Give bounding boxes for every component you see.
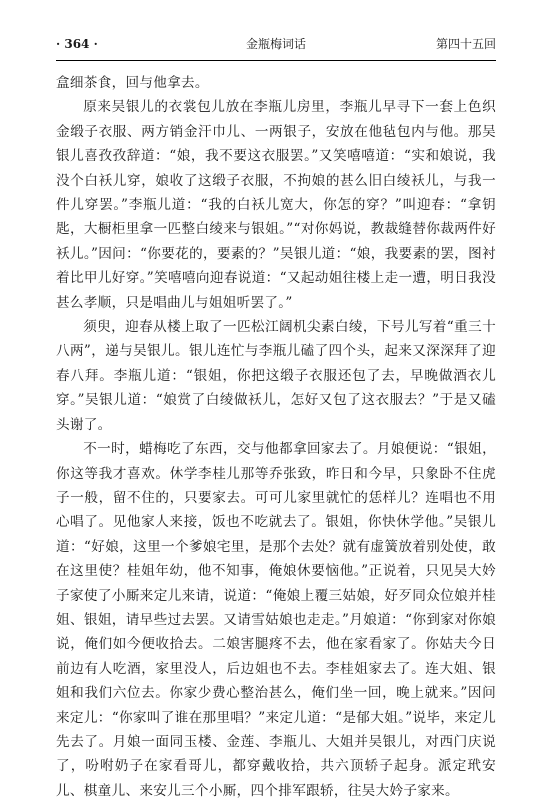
paragraph: 原来吴银儿的衣裳包儿放在李瓶儿房里，李瓶儿早寻下一套上色织金缎子衣服、两方销金汗巾儿、一两银子，安放在他毡包内与他。那吴银儿喜孜孜辞道：“娘，我不要这衣服罢。”又笑嘻嘻道：“实和娘说，我没个白袄儿穿，娘收了这缎子衣服，不拘娘的甚么旧白绫袄儿，与我一件儿穿罢。”李瓶儿道：“我的白袄儿宽大，你怎的穿？”叫迎春：“拿钥匙，大橱柜里拿一匹整白绫来与银姐。”“对你妈说，教裁缝替你裁两件好袄儿。”因问：“你要花的，要素的？”吴银儿道：“娘，我要素的罢，图衬着比甲儿好穿。”笑嘻嘻向迎春说道：“又起动姐往楼上走一遭，明日我没甚么孝顺，只是唱曲儿与姐姐听罢了。” [56, 99, 496, 311]
paragraph: 盒细茶食，回与他拿去。 [56, 75, 209, 91]
paragraph: 不一时，蜡梅吃了东西，交与他都拿回家去了。月娘便说：“银姐，你这等我才喜欢。休学李桂儿那等乔张致，昨日和今早，只象卧不住虎子一般，留不住的，只要家去。可可儿家里就忙的恁样儿？连唱也不用心唱了。见他家人来接，饭也不吃就去了。银姐，你快休学他。”吴银儿道：“好娘，这里一个爹娘宅里，是那个去处？就有虚簧放着别处使，敢在这里使？桂姐年幼，他不知事，俺娘休要恼他。”正说着，只见吴大妗子家使了小厮来定儿来请，说道：“俺娘上覆三姑娘，好歹同众位娘并桂姐、银姐，请早些过去罢。又请雪姑娘也走走。”月娘道：“你到家对你娘说，俺们如今便收拾去。二娘害腿疼不去，他在家看家了。你姑夫今日前边有人吃酒，家里没人，后边姐也不去。李桂姐家去了。连大姐、银姐和我们六位去。你家少费心整治甚么，俺们坐一回，晚上就来。”因问来定儿：“你家叫了谁在那里唱？”来定儿道：“是郁大姐。”说毕，来定儿先去了。月娘一面同玉楼、金莲、李瓶儿、大姐并吴银儿，对西门庆说了，吩咐奶子在家看哥儿，都穿戴收拾，共六顶轿子起身。派定玳安儿、棋童儿、来安儿三个小厮，四个排军跟轿，往吴大妗子家来。 [56, 441, 496, 799]
running-header [56, 34, 496, 54]
book-page [56, 34, 496, 799]
body-text [56, 71, 496, 803]
book-title: 金瓶梅词话 [245, 37, 306, 51]
paragraph: 须臾，迎春从楼上取了一匹松江阔机尖素白绫，下号儿写着“重三十八两”，递与吴银儿。银儿连忙与李瓶儿磕了四个头，起来又深深拜了迎春八拜。李瓶儿道：“银姐，你把这缎子衣服还包了去，早晚做酒衣儿穿。”吴银儿道：“娘赏了白绫做袄儿，怎好又包了这衣服去？”于是又磕头谢了。 [56, 319, 496, 433]
chapter-title: 第四十五回 [435, 37, 496, 51]
header-rule [56, 60, 496, 61]
page-number: · 364 · [56, 37, 98, 51]
